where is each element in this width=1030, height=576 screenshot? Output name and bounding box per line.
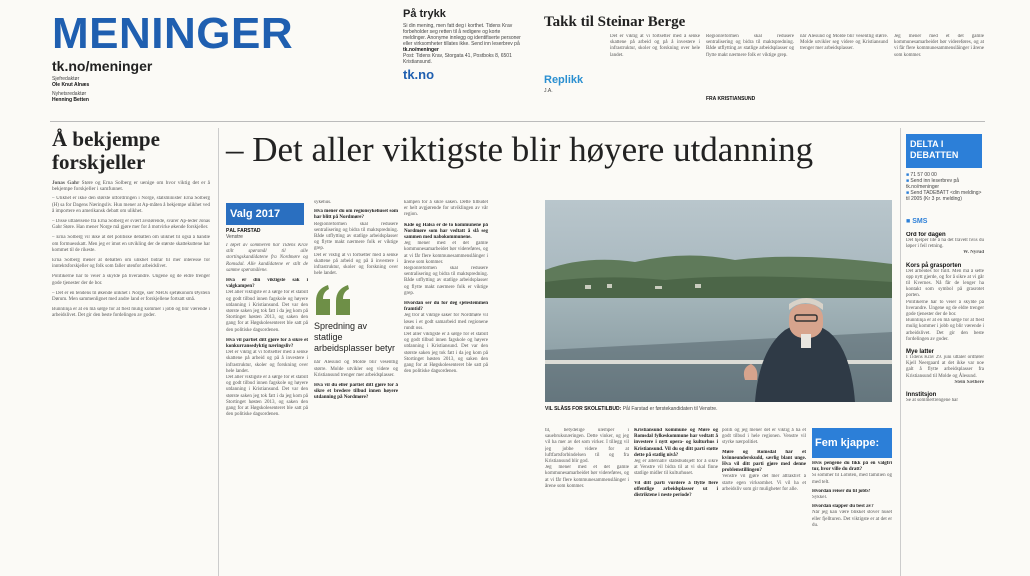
sms-4-title: Innstitsjon <box>906 392 937 399</box>
intro-name: Jonas Gahr <box>52 180 80 186</box>
a5-cont: Regionreformen skal redusere sentralisering og bidra til maktspredning. Både utflytting av statlige arbeidsplasser og flytte makt nærmere folk er viktige grep. <box>404 266 488 296</box>
fk-q1: Hvis pengene du fikk på en valgfri tur, hvor ville du dratt? <box>812 461 892 473</box>
right-divider <box>900 128 901 576</box>
sms-4-text: Se at sommertrengene har <box>906 398 959 404</box>
section-title: MENINGER <box>52 9 294 58</box>
pa-trykk-text: Si din mening, men fatt deg i korthet. Tidens Krav forbeholder seg retten til å redigere og korte meldinger. Anonyme innlegg og identifiserte personer eller virksomheter tillates ikke. Send inn leserbrev på <box>403 23 521 47</box>
q3: Hva mener du om regionsykehuset som har blitt på Nordmøre? <box>314 209 398 221</box>
col-1 <box>226 228 308 576</box>
col-6 <box>722 428 806 576</box>
a2-cont: Det aller viktigste er å sørge for et stabilt og godt tilbud innen fagskole og høyere utdanning i Kristiansund. Det var den største saken jeg tok fatt i da jeg kom på Stortinget høsten 2013, og saken den gang for at Høgskolesenteret ble satt på den politiske dagsordenen. <box>226 375 308 418</box>
kicker-label: Valg 2017 <box>230 208 281 220</box>
a3: Regionreformen skal redusere sentralisering og bidra til maktspredning. Både utflytting av statlige arbeidsplasser og flytte makt nærmere folk er viktige grep. <box>314 221 398 252</box>
sms-3-sign: Stein Sæthere <box>954 379 984 385</box>
col4-text: til, betydelige ulemper i sauebruksnæringen. Dette vinker, og jeg vil ha mer av det som virker. I tillegg vil jeg jobbe videre for at luftfartsforbindelsen til og fra Kristiansund blir god. <box>545 428 629 465</box>
sms-3-title: Mye latter <box>906 349 935 356</box>
sms-2-more2: Bunnlinja er at en må sørge for at flest mulig kommer i jobb og blir værende i arbeidslivet. Det gir den beste fordelingen av goder. <box>906 318 984 342</box>
sms-2-more: Politikerne har to veier å skylde på hverandre. Ungene og de eldre trenger gode tjenester der de bor. <box>906 299 984 318</box>
author: PÅL FARSTAD <box>226 228 261 234</box>
sms-2-title: Kors på grasporten <box>906 262 962 269</box>
fem-kjappe-title: Fem kjappe: <box>812 428 892 458</box>
col-3 <box>404 200 488 576</box>
q9: Møre og Romsdal har et kvinneunderskudd, særlig blant unge. Hva vil ditt parti gjøre med denne problemstillingen? <box>722 449 806 474</box>
q4: Hva vil du eller partiet ditt gjøre for å sikre et bredere tilbud innen høyere utdanning på Nordmøre? <box>314 383 398 401</box>
q2: Hva vil partiet ditt gjøre for å sikre et konkurransedyktig næringsliv? <box>226 337 308 350</box>
replikk-label: Replikk <box>544 74 584 86</box>
lede: I løpet av sommeren har Tidens Krav stilt spørsmål til alle stortingskandidatene fra Nordmøre og Romsdal. Alle kandidatene er stilt de samme spørsmålene. <box>226 243 308 273</box>
left-p3: – Erna Solberg vil ikke at det politiske debatten om ulikhet til også å handle om formuesskatt. Men jeg er imot en utvikling der de største skattekuttene har kommet til de rikeste. <box>52 235 210 253</box>
replikk-col-4: Jeg mener med et det gamle kommunesamarbeidet bør videreføres, og at vi får flere kommunesammenslåinger i årene som kommer. <box>894 34 984 58</box>
sms-list <box>906 232 984 576</box>
staff-2-name: Henning Betten <box>52 97 89 103</box>
left-p4: Erna Solberg mener at debatten om ulikhet bidrar til mer interesse for inntektsforskjeller og folk som faller utenfor arbeidslivet. <box>52 258 210 270</box>
a5: Jeg mener med et det gamle kommunesamarbeidet bør videreføres, og at vi får flere kommunesammenslåinger i årene som kommer. <box>404 241 488 265</box>
photo-caption-label: VIL SLÅSS FOR SKOLETILBUD: <box>545 406 622 412</box>
intro-text: Støre og Erna Solberg er uenige om hvor viktig det er å bekjempe forskjeller i samfunnet. <box>52 180 210 193</box>
a1: Det aller viktigste er å sørge for et stabilt og godt tilbud innen fagskole og høyere utdanning i Kristiansund. Det var den største saken jeg tok fatt i da jeg kom på Stortinget høsten 2013, og saken den gang for at Høgskolesenteret ble satt på den politiske dagsordenen. <box>226 290 308 333</box>
section-url[interactable]: tk.no/meninger <box>52 58 153 74</box>
left-p1: – Ulikhet er ikke den største utfordringen i Norge, statsminister Erna Solberg (H) sa for Dagens Næringsliv. Hun mener at Ap-måten å bekjempe ulikhet ved å importere en amerikansk debatt om ulikhet. <box>52 196 210 214</box>
q5: Kide og Halsa er de to kommunene på Nordmøre som har vedtatt å slå seg sammen med nabokommunene. <box>404 222 488 241</box>
staff-1-name: Ole Knut Alnæs <box>52 82 90 88</box>
pa-trykk-box <box>403 8 523 113</box>
left-article-headline: Å bekjempe forskjeller <box>52 127 160 174</box>
pa-trykk-title: På trykk <box>403 8 446 20</box>
fk-q2: Hvordan reiser du til jobb? <box>812 488 871 494</box>
article-photo <box>545 200 892 402</box>
fk-a2: Sykkel. <box>812 495 828 501</box>
sms-1-title: Ord for dagen <box>906 232 946 238</box>
staff-2-role: Nyhetsredaktør <box>52 91 87 97</box>
col-2 <box>314 200 398 576</box>
sms-2-text: Det arbeides for fullt. Men må å sette opp nytt gjerde, og for å sikre at vi går til Kvernes. Nå får de lenger ha kontakt som symbol på grasrotet porten. <box>906 268 984 299</box>
sms-1-sign: W. Nyrud <box>963 250 984 256</box>
a3-cont: Det er viktig at vi fortsetter med å senke skattene på arbeid og på å investere i infrastruktur, skoler og forskning over hele landet. <box>314 252 398 277</box>
pa-trykk-postal: Post: Tidens Krav, Storgata 41, Postboks 8, 6501 Kristiansund. <box>403 53 512 65</box>
left-p2: – Disse uttalelsene fra Erna Solberg er svært avslørende, svarer Ap-leder Jonas Gahr Støre. Han mener Norge må gjøre mer for å motvirke økende forskjeller. <box>52 219 210 231</box>
col4-cont: Jeg mener med et det gamle kommunesamarbeidet bør videreføres, og at vi får flere kommunesammenslåinger i årene som kommer. <box>545 465 629 489</box>
delta-item-1: ■ Send inn leserbrev på tk.no/meninger <box>906 178 960 190</box>
kicker-box <box>226 203 304 225</box>
delta-title: DELTA I DEBATTEN <box>910 139 959 160</box>
a6: Jeg tror at viktige saker for Nordmøre vil løses i et godt samarbeid med regionene rundt oss. <box>404 313 488 331</box>
staff-1-role: Sjefredaktør <box>52 76 80 82</box>
fk-a1: Si sommer til Lofoten, med familien og med telt. <box>812 473 892 485</box>
replikk-col-2: Regionreformen skal redusere sentralisering og bidra til maktspredning. Både utflytting av statlige arbeidsplasser og flytte makt nærmere folk er viktige grep. <box>706 34 794 58</box>
top-divider <box>50 121 985 122</box>
replikk-byline: J.A. <box>544 88 553 94</box>
left-p7: Bunnlinja er at en må sørge for at flest mulig kommer i jobb og blir værende i arbeidslivet. Det gir den beste fordelingen av goder. <box>52 307 210 319</box>
party: Venstre <box>226 234 243 240</box>
left-article-body <box>52 180 210 576</box>
left-p6: – Det er en tendens til økende ulikhet i Norge, sier NHOs sjeføkonom Øystein Dørum. Men sammenlignet med andre land er forskjellene fortsatt små. <box>52 290 210 303</box>
replikk-col-3: når Ålesund og Molde blir vesentlig større. Molde utvikler seg videre og Kristiansund trenger mer arbeidsplasser. <box>800 34 888 52</box>
q6: Hvordan ser du for deg sjelestemmen framtid? <box>404 301 488 313</box>
left-p5: Politikerne har to veier å skylde på hverandre. Ungene og de eldre trenger gode tjenester der de bor. <box>52 274 210 286</box>
q7: Kristiansund kommune og Møre og Romsdal fylkeskommune har vedtatt å investere i nytt opera- og kulturhus i Kristiansund. Vil du og ditt parti støtte dette på statlig nivå? <box>634 428 718 458</box>
fem-kjappe-box <box>812 428 892 576</box>
sms-3-text: I Tidens Krav 29. juni uttaler ordfører Kjell Neergaard at det ikke var noe galt å flytte arbeidsplasser fra Kristiansund til Molde og Ålesund. <box>906 355 984 379</box>
replikk-col-1: Det er viktig at vi fortsetter med å senke skattene på arbeid og på å investere i infrastruktur, skoler og forskning over hele landet. <box>610 34 700 58</box>
q1: Hva er din viktigste sak i valgkampen? <box>226 278 308 290</box>
delta-phone: ■ 71 57 00 00 <box>906 172 937 178</box>
a7: Jeg er alternativ stabsbudsjett for å sikre at Venstre vil bidra til at vi skal finne statlige midler til kulturhuset. <box>634 459 718 477</box>
q8: Vil ditt parti vurdere å flytte flere offentlige arbeidsplasser ut i distriktene i neste periode? <box>634 480 718 499</box>
delta-item-2: ■ Send TADEBATT <din melding> til 2005 (Kr 3 pr. melding) <box>906 190 982 202</box>
main-headline: – Det aller viktigste blir høyere utdanning <box>226 130 814 169</box>
photo-caption <box>545 406 892 412</box>
masthead <box>0 0 395 120</box>
pa-trykk-link[interactable]: tk.no/meninger <box>403 47 439 53</box>
pull-quote: Spredning av statlige arbeidsplasser betyr <box>314 321 396 354</box>
col6-text: politi og jeg mener det er viktig å ha et godt tilbud i hele regionen. Venstre vil styrke nærpolitiet. <box>722 428 806 446</box>
quote-icon <box>314 283 398 317</box>
sms-label: ■ SMS <box>906 218 928 225</box>
tk-brand-logo: tk.no <box>403 67 435 82</box>
photo-caption-text: Pål Farstad er førstekandidaten til Venstre. <box>622 406 718 412</box>
col-5 <box>634 428 718 576</box>
replikk-subhead: FRA KRISTIANSUND <box>706 96 756 102</box>
fk-a3: Når jeg kan være blikket stover huset eller fjellturen. Det viktigste er at det er du. <box>812 510 892 528</box>
a6-cont: Det aller viktigste er å sørge for et stabilt og godt tilbud innen fagskole og høyere utdanning i Kristiansund. Det var den største saken jeg tok fatt i da jeg kom på Stortinget høsten 2013, og saken den gang for at Høgskolesenteret ble satt på den politiske dagsordenen. <box>404 332 488 375</box>
sms-1-text: Det hjelper lite å ha det travelt hvis du løper i feil retning. <box>906 238 984 250</box>
a2: Det er viktig at vi fortsetter med å senke skattene på arbeid og på å investere i infrastruktur, skoler og forskning over hele landet. <box>226 350 308 374</box>
a4: når Ålesund og Molde blir vesentlig større. Molde utvikler seg videre og Kristiansund trenger mer arbeidsplasser. <box>314 360 398 378</box>
replikk-headline: Takk til Steinar Berge <box>544 14 686 30</box>
col2-top: sykehus. <box>314 200 332 205</box>
delta-list <box>906 172 984 202</box>
fk-q3: Hvordan slapper du best av? <box>812 504 874 510</box>
col3-top: kampen for å sikre saken. Dette tilbudet er helt avgjørende for utviklingen av vår region. <box>404 200 488 218</box>
col-4 <box>545 428 629 576</box>
a9: Venstre vil gjøre det mer attraktivt å starte egen virksomhet. Vi vil ha et arbeidsliv som gir muligheter for alle. <box>722 474 806 492</box>
delta-box <box>906 134 982 168</box>
left-divider <box>218 128 219 576</box>
